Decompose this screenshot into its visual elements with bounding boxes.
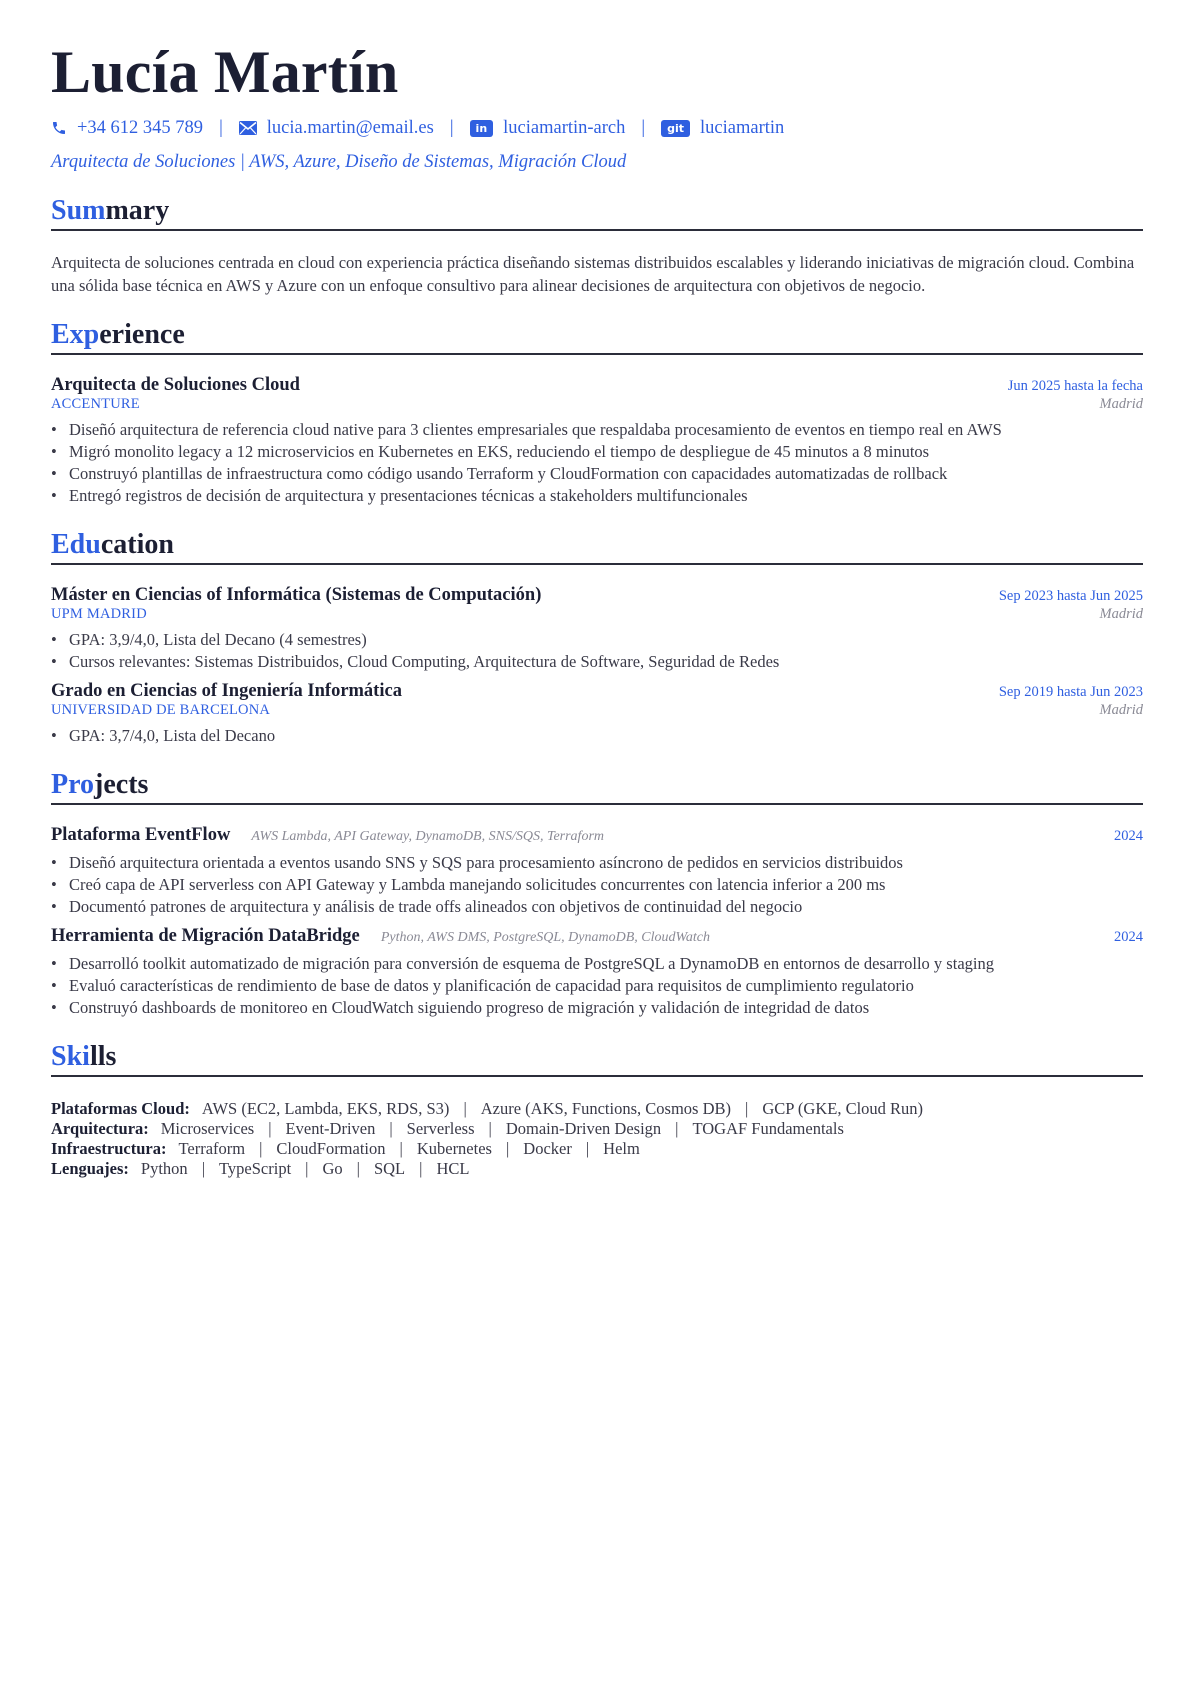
skill-separator: | bbox=[305, 1159, 309, 1178]
heading-accent: Edu bbox=[51, 529, 101, 560]
heading-rest: lls bbox=[89, 1041, 117, 1072]
skill-item: Helm bbox=[603, 1139, 640, 1158]
skill-separator: | bbox=[201, 1159, 205, 1178]
skill-item: AWS (EC2, Lambda, EKS, RDS, S3) bbox=[201, 1099, 450, 1118]
date-range: Sep 2019 hasta Jun 2023 bbox=[998, 684, 1143, 700]
bullet-list bbox=[51, 725, 1143, 747]
skill-item: GCP (GKE, Cloud Run) bbox=[762, 1099, 924, 1118]
phone-icon bbox=[51, 120, 67, 136]
email-text: lucia.martin@email.es bbox=[266, 117, 434, 138]
summary-section bbox=[51, 195, 1143, 297]
bullet-item: • Documentó patrones de arquitectura y análisis de trade offs alineados con objetivos de continuidad del negocio bbox=[51, 896, 1143, 918]
bullet-item: • GPA: 3,9/4,0, Lista del Decano (4 semestres) bbox=[51, 629, 1143, 651]
skill-separator: | bbox=[399, 1139, 403, 1158]
education-section bbox=[51, 529, 1143, 747]
date-range: Sep 2023 hasta Jun 2025 bbox=[998, 588, 1143, 604]
skill-item: Docker bbox=[523, 1139, 572, 1158]
headline-tagline: Arquitecta de Soluciones | AWS, Azure, Diseño de Sistemas, Migración Cloud bbox=[51, 152, 627, 172]
skill-item: Go bbox=[322, 1159, 343, 1178]
skills-section bbox=[51, 1041, 1143, 1179]
bullet-item: • Creó capa de API serverless con API Gateway y Lambda manejando solicitudes concurrentes con latencia inferior a 200 ms bbox=[51, 874, 1143, 896]
section-heading bbox=[51, 195, 1143, 231]
skill-category: Arquitectura: bbox=[51, 1119, 149, 1138]
last-name: Martín bbox=[213, 39, 399, 105]
education-entry bbox=[51, 585, 1143, 673]
first-name: Lucía bbox=[51, 39, 199, 105]
skill-item: CloudFormation bbox=[276, 1139, 386, 1158]
section-heading bbox=[51, 1041, 1143, 1077]
contact-github[interactable] bbox=[661, 118, 784, 139]
bullet-item: • Entregó registros de decisión de arquitectura y presentaciones técnicas a stakeholders multifuncionales bbox=[51, 485, 1143, 507]
skill-item: TOGAF Fundamentals bbox=[692, 1119, 844, 1138]
skill-separator: | bbox=[419, 1159, 423, 1178]
skill-item: Terraform bbox=[178, 1139, 246, 1158]
project-title: Plataforma EventFlow bbox=[51, 825, 231, 845]
company-name: ACCENTURE bbox=[51, 396, 140, 412]
education-entry bbox=[51, 681, 1143, 747]
skill-separator: | bbox=[505, 1139, 510, 1158]
summary-text: Arquitecta de soluciones centrada en cloud con experiencia práctica diseñando sistemas distribuidos escalables y liderando iniciativas de migración cloud. Combina una sólida base técnica en AWS y Azure con un enfoque consultivo para alinear decisiones de arquitectura con objetivos de negocio. bbox=[51, 253, 1135, 295]
experience-section bbox=[51, 319, 1143, 507]
contact-bar bbox=[51, 114, 1143, 142]
contact-linkedin[interactable] bbox=[470, 118, 626, 139]
skill-separator: | bbox=[268, 1119, 272, 1138]
skills-list bbox=[51, 1099, 1143, 1179]
bullet-item: • Migró monolito legacy a 12 microservicios en Kubernetes en EKS, reduciendo el tiempo de despliegue de 45 minutos a 8 minutos bbox=[51, 441, 1143, 463]
project-year: 2024 bbox=[1114, 828, 1143, 844]
location: Madrid bbox=[1099, 396, 1143, 412]
heading-rest: mary bbox=[105, 195, 170, 226]
job-title: Arquitecta de Soluciones Cloud bbox=[51, 375, 300, 395]
skill-separator: | bbox=[356, 1159, 360, 1178]
bullet-item: • GPA: 3,7/4,0, Lista del Decano bbox=[51, 725, 1143, 747]
contact-separator: | bbox=[219, 117, 223, 138]
contact-email[interactable] bbox=[239, 118, 434, 139]
bullet-item: • Evaluó características de rendimiento de base de datos y planificación de capacidad para requisitos de cumplimiento regulatorio bbox=[51, 975, 1143, 997]
skill-item: Serverless bbox=[406, 1119, 475, 1138]
skill-separator: | bbox=[585, 1139, 590, 1158]
skill-row bbox=[51, 1099, 1143, 1119]
skill-separator: | bbox=[389, 1119, 393, 1138]
skill-separator: | bbox=[259, 1139, 263, 1158]
heading-accent: Sum bbox=[51, 195, 106, 226]
section-heading bbox=[51, 319, 1143, 355]
institution-name: UPM MADRID bbox=[51, 606, 147, 622]
bullet-item: • Diseñó arquitectura de referencia cloud native para 3 clientes empresariales que respaldaba procesamiento de eventos en tiempo real en AWS bbox=[51, 419, 1143, 441]
tech-stack: Python, AWS DMS, PostgreSQL, DynamoDB, CloudWatch bbox=[380, 930, 710, 945]
skill-row bbox=[51, 1139, 1143, 1159]
bullet-item: • Cursos relevantes: Sistemas Distribuidos, Cloud Computing, Arquitectura de Software, Seguridad de Redes bbox=[51, 651, 1143, 673]
skill-separator: | bbox=[745, 1099, 749, 1118]
skill-category: Plataformas Cloud: bbox=[51, 1099, 190, 1118]
bullet-list bbox=[51, 953, 1143, 1019]
experience-entry bbox=[51, 375, 1143, 507]
bullet-item: • Construyó plantillas de infraestructura como código usando Terraform y CloudFormation con capacidades automatizadas de rollback bbox=[51, 463, 1143, 485]
skill-category: Infraestructura: bbox=[51, 1139, 167, 1158]
skill-item: SQL bbox=[373, 1159, 406, 1178]
bullet-item: • Diseñó arquitectura orientada a eventos usando SNS y SQS para procesamiento asíncrono de pedidos en servicios distribuidos bbox=[51, 852, 1143, 874]
section-heading bbox=[51, 529, 1143, 565]
candidate-name bbox=[51, 36, 1143, 108]
bullet-item: • Desarrolló toolkit automatizado de migración para conversión de esquema de PostgreSQL a DynamoDB en entornos de desarrollo y staging bbox=[51, 953, 1143, 975]
skill-item: HCL bbox=[436, 1159, 470, 1178]
heading-accent: Ski bbox=[51, 1041, 90, 1072]
heading-rest: cation bbox=[100, 529, 174, 560]
bullet-item: • Construyó dashboards de monitoreo en CloudWatch siguiendo progreso de migración y validación de integridad de datos bbox=[51, 997, 1143, 1019]
location: Madrid bbox=[1099, 606, 1143, 622]
section-heading bbox=[51, 769, 1143, 805]
linkedin-icon: in bbox=[470, 120, 494, 137]
skill-item: Python bbox=[140, 1159, 188, 1178]
heading-rest: jects bbox=[94, 769, 149, 800]
date-range: Jun 2025 hasta la fecha bbox=[1007, 378, 1143, 394]
contact-separator: | bbox=[449, 117, 454, 138]
project-entry bbox=[51, 825, 1143, 918]
project-year: 2024 bbox=[1114, 929, 1143, 945]
heading-accent: Pro bbox=[51, 769, 95, 800]
skill-item: Microservices bbox=[160, 1119, 255, 1138]
linkedin-text: luciamartin-arch bbox=[503, 117, 626, 138]
bullet-list bbox=[51, 629, 1143, 673]
degree-title: Máster en Ciencias of Informática (Sistemas de Computación) bbox=[51, 585, 542, 605]
institution-name: UNIVERSIDAD DE BARCELONA bbox=[51, 702, 271, 718]
projects-section bbox=[51, 769, 1143, 1019]
skill-item: Domain-Driven Design bbox=[505, 1119, 662, 1138]
skill-separator: | bbox=[463, 1099, 467, 1118]
project-entry bbox=[51, 926, 1143, 1019]
mail-icon bbox=[239, 121, 257, 135]
skill-separator: | bbox=[488, 1119, 492, 1138]
degree-title: Grado en Ciencias of Ingeniería Informática bbox=[51, 681, 402, 701]
contact-separator: | bbox=[641, 117, 646, 138]
github-text: luciamartin bbox=[700, 117, 785, 138]
skill-row bbox=[51, 1119, 1143, 1139]
bullet-list bbox=[51, 419, 1143, 507]
location: Madrid bbox=[1099, 702, 1143, 718]
skill-item: TypeScript bbox=[219, 1159, 292, 1178]
heading-accent: Exp bbox=[51, 319, 100, 350]
project-title: Herramienta de Migración DataBridge bbox=[51, 926, 360, 946]
skill-category: Lenguajes: bbox=[51, 1159, 129, 1178]
skill-item: Kubernetes bbox=[416, 1139, 492, 1158]
bullet-list bbox=[51, 852, 1143, 918]
tech-stack: AWS Lambda, API Gateway, DynamoDB, SNS/SQS, Terraform bbox=[251, 829, 604, 844]
github-icon: git bbox=[661, 120, 690, 137]
skill-separator: | bbox=[675, 1119, 679, 1138]
heading-rest: erience bbox=[99, 319, 185, 350]
phone-text: +34 612 345 789 bbox=[77, 117, 204, 138]
contact-phone[interactable] bbox=[51, 118, 203, 139]
skill-item: Event-Driven bbox=[285, 1119, 376, 1138]
skill-row bbox=[51, 1159, 1143, 1179]
skill-item: Azure (AKS, Functions, Cosmos DB) bbox=[480, 1099, 731, 1118]
